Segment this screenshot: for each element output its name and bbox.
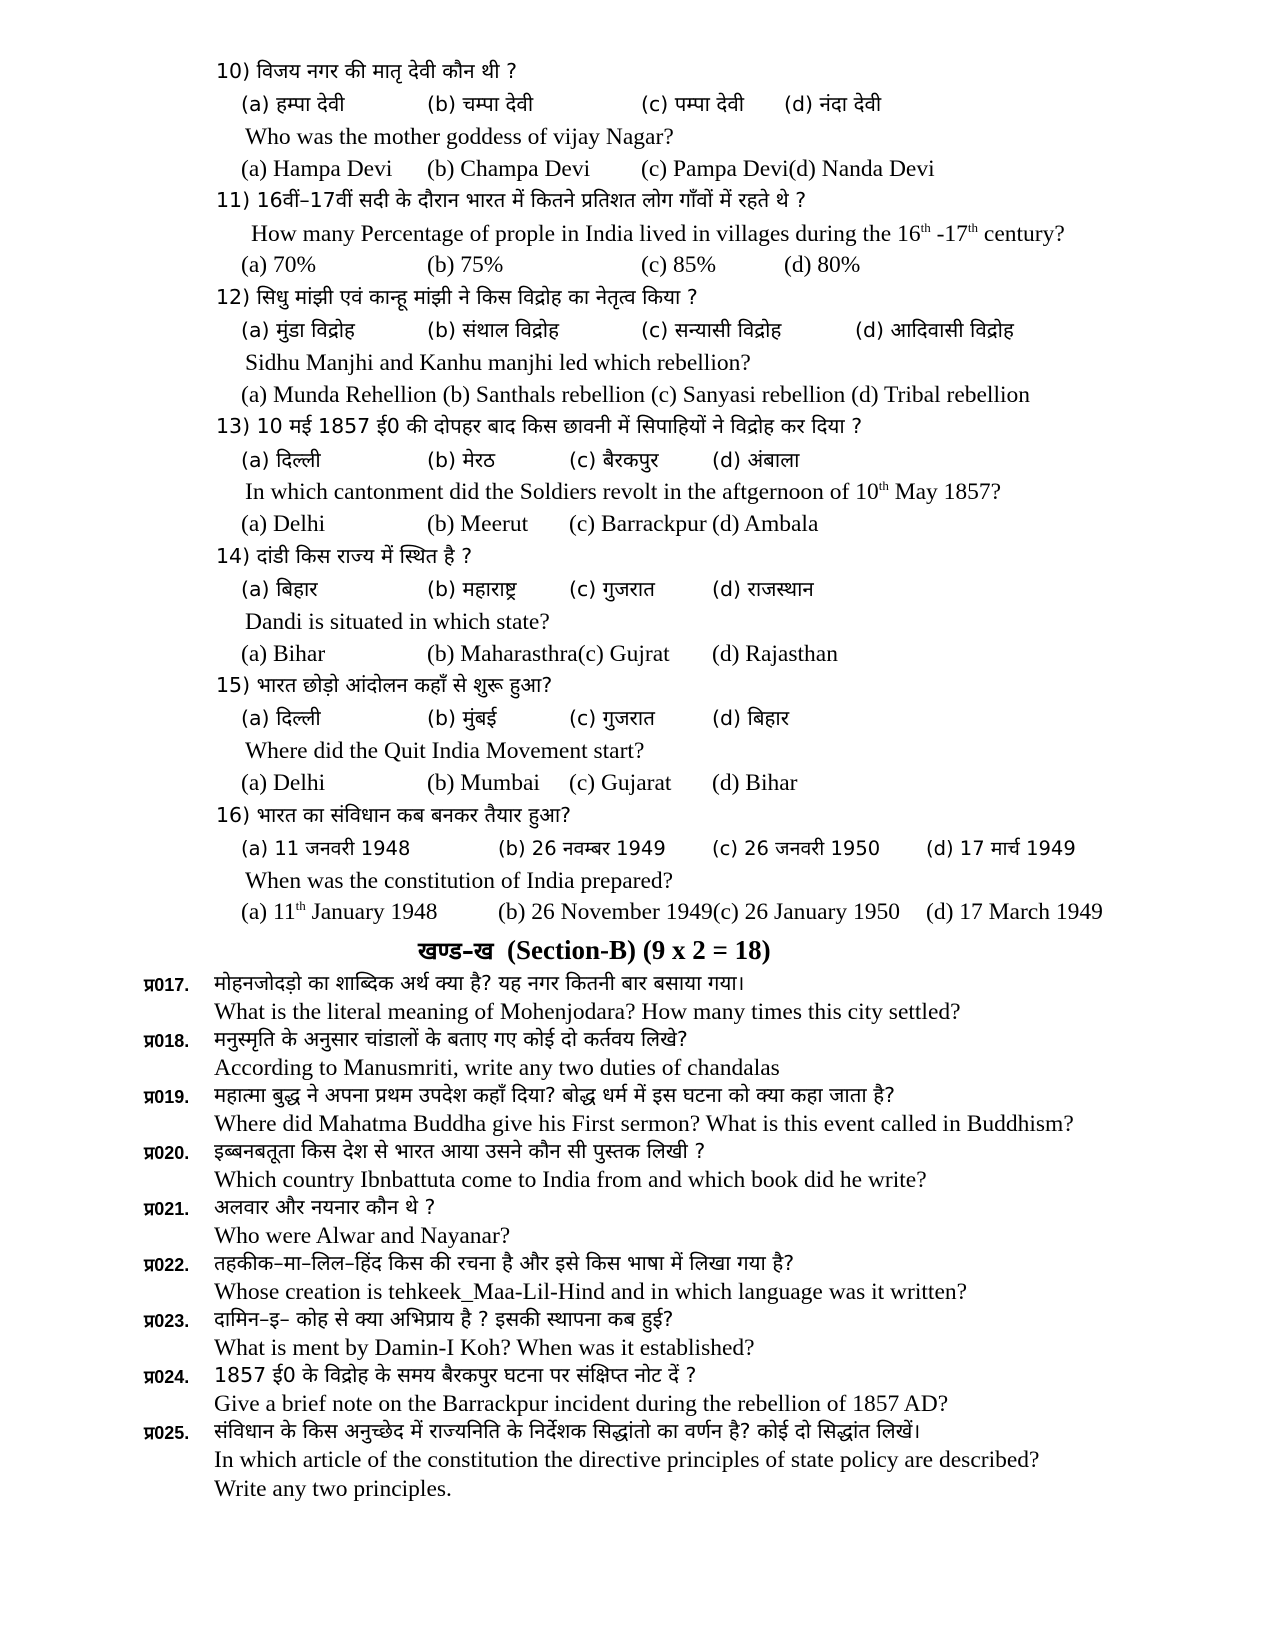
question-english: Who were Alwar and Nayanar?	[214, 1223, 511, 1249]
question-hindi: महात्मा बुद्ध ने अपना प्रथम उपदेश कहाँ दिया? बोद्ध धर्म में इस घटना को क्या कहा जाता है?	[214, 1083, 895, 1107]
option: (d) Rajasthan	[712, 641, 838, 667]
question-number: प्र022.	[144, 1255, 190, 1275]
option: (b) महाराष्ट्र	[427, 577, 517, 601]
option: (b) 75%	[427, 252, 504, 278]
question-english: In which article of the constitution the directive principles of state policy are described?	[214, 1447, 1040, 1473]
question-english: Which country Ibnbattuta come to India from and which book did he write?	[214, 1167, 927, 1193]
option: (b) संथाल विद्रोह	[427, 318, 559, 342]
section-b-heading	[418, 933, 771, 968]
option: (d) आदिवासी विद्रोह	[855, 318, 1014, 342]
question-hindi: मनुस्मृति के अनुसार चांडालों के बताए गए कोई दो कर्तवय लिखे?	[214, 1027, 688, 1051]
q13-hindi: 13) 10 मई 1857 ई0 की दोपहर बाद किस छावनी में सिपाहियों ने विद्रोह कर दिया ?	[216, 414, 863, 438]
option: (d) Bihar	[712, 770, 798, 796]
question-hindi: अलवार और नयनार कौन थे ?	[214, 1195, 436, 1219]
option: (c) पम्पा देवी	[641, 92, 745, 116]
option: (b) Maharasthra(c) Gujrat	[427, 641, 670, 667]
option: (c) 26 जनवरी 1950	[712, 837, 881, 860]
question-english: Give a brief note on the Barrackpur incident during the rebellion of 1857 AD?	[214, 1391, 949, 1417]
option: (a) Hampa Devi	[241, 156, 393, 182]
question-number: प्र025.	[144, 1423, 190, 1443]
option: (b) Meerut	[427, 511, 529, 537]
question-hindi: दामिन–इ– कोह से क्या अभिप्राय है ? इसकी स्थापना कब हुई?	[214, 1307, 674, 1331]
question-english: What is ment by Damin-I Koh? When was it established?	[214, 1335, 755, 1361]
option: (a) 70%	[241, 252, 317, 278]
option: (d) 17 March 1949	[926, 899, 1103, 925]
option: (d) 80%	[784, 252, 861, 278]
option: (d) 17 मार्च 1949	[926, 837, 1076, 860]
option: (d) नंदा देवी	[784, 92, 882, 116]
q12-hindi: 12) सिधु मांझी एवं कान्हू मांझी ने किस विद्रोह का नेतृत्व किया ?	[216, 285, 698, 309]
question-english: What is the literal meaning of Mohenjodara? How many times this city settled?	[214, 999, 961, 1025]
option: (c) सन्यासी विद्रोह	[641, 318, 782, 342]
option: (b) चम्पा देवी	[427, 92, 534, 116]
option: (a) मुंडा विद्रोह	[241, 318, 355, 342]
question-number: प्र018.	[144, 1031, 190, 1051]
option: (d) राजस्थान	[712, 577, 814, 601]
option: (a) Delhi	[241, 770, 326, 796]
q12-english-options: (a) Munda Rehellion (b) Santhals rebellion (c) Sanyasi rebellion (d) Tribal rebellion	[241, 382, 1031, 408]
q14-english: Dandi is situated in which state?	[245, 609, 550, 635]
option: (b) मुंबई	[427, 706, 497, 730]
question-english: Whose creation is tehkeek_Maa-Lil-Hind and in which language was it written?	[214, 1279, 968, 1305]
q11-hindi: 11) 16वीं–17वीं सदी के दौरान भारत में कितने प्रतिशत लोग गाँवों में रहते थे ?	[216, 188, 807, 212]
option: (a) बिहार	[241, 577, 318, 601]
option: (a) हम्पा देवी	[241, 92, 345, 116]
question-number: प्र024.	[144, 1367, 190, 1387]
option: (a) 11 जनवरी 1948	[241, 837, 411, 860]
option: (c) Gujarat	[569, 770, 672, 796]
question-hindi: मोहनजोदड़ो का शाब्दिक अर्थ क्या है? यह नगर कितनी बार बसाया गया।	[214, 971, 745, 995]
option: (d) अंबाला	[712, 448, 800, 472]
option: (b) Champa Devi	[427, 156, 591, 182]
q12-english: Sidhu Manjhi and Kanhu manjhi led which rebellion?	[245, 350, 751, 376]
q14-hindi: 14) दांडी किस राज्य में स्थित है ?	[216, 544, 473, 568]
question-hindi: 1857 ई0 के विद्रोह के समय बैरकपुर घटना पर संक्षिप्त नोट दें ?	[214, 1363, 697, 1387]
question-hindi: इब्बनबतूता किस देश से भारत आया उसने कौन सी पुस्तक लिखी ?	[214, 1139, 706, 1163]
question-hindi: संविधान के किस अनुच्छेद में राज्यनिति के निर्देशक सिद्धांतो का वर्णन है? कोई दो सिद्धांत लिखें।	[214, 1419, 921, 1443]
option: (c) गुजरात	[569, 577, 655, 601]
question-hindi: तहकीक–मा–लिल–हिंद किस की रचना है और इसे किस भाषा में लिखा गया है?	[214, 1251, 795, 1275]
q13-english: In which cantonment did the Soldiers revolt in the aftgernoon of 10th May 1857?	[245, 478, 1002, 505]
option: (b) 26 नवम्बर 1949	[498, 837, 666, 860]
option: (d) Ambala	[712, 511, 819, 537]
q10-hindi: 10) विजय नगर की मातृ देवी कौन थी ?	[216, 59, 517, 83]
option: (c) 85%	[641, 252, 717, 278]
option: (a) 11th January 1948	[241, 898, 438, 925]
option: (d) बिहार	[712, 706, 790, 730]
q10-english: Who was the mother goddess of vijay Nagar?	[245, 124, 674, 150]
question-english: According to Manusmriti, write any two duties of chandalas	[214, 1055, 780, 1081]
option: (a) Delhi	[241, 511, 326, 537]
q11-english: How many Percentage of prople in India lived in villages during the 16th -17th century?	[251, 220, 1065, 247]
question-number: प्र020.	[144, 1143, 190, 1163]
option: (a) दिल्ली	[241, 448, 321, 472]
question-number: प्र023.	[144, 1311, 190, 1331]
option: (c) बैरकपुर	[569, 448, 659, 472]
question-number: प्र017.	[144, 975, 190, 995]
q15-hindi: 15) भारत छोड़ो आंदोलन कहाँ से शुरू हुआ?	[216, 673, 553, 697]
section-b-hindi: खण्ड–ख	[418, 937, 494, 965]
question-english: Where did Mahatma Buddha give his First sermon? What is this event called in Buddhism?	[214, 1111, 1074, 1137]
option: (a) दिल्ली	[241, 706, 321, 730]
option: (b) 26 November 1949(c) 26 January 1950	[498, 899, 901, 925]
option: (a) Bihar	[241, 641, 326, 667]
question-number: प्र019.	[144, 1087, 190, 1107]
option: (b) मेरठ	[427, 448, 496, 472]
option: (c) गुजरात	[569, 706, 655, 730]
q16-english: When was the constitution of India prepared?	[245, 868, 674, 894]
option: (c) Pampa Devi(d) Nanda Devi	[641, 156, 935, 182]
option: (c) Barrackpur	[569, 511, 707, 537]
option: (b) Mumbai	[427, 770, 540, 796]
q16-hindi: 16) भारत का संविधान कब बनकर तैयार हुआ?	[216, 803, 572, 827]
question-number: प्र021.	[144, 1199, 190, 1219]
question-english-continued: Write any two principles.	[214, 1476, 452, 1502]
q15-english: Where did the Quit India Movement start?	[245, 738, 645, 764]
section-b-english: (Section-B) (9 x 2 = 18)	[507, 935, 771, 965]
